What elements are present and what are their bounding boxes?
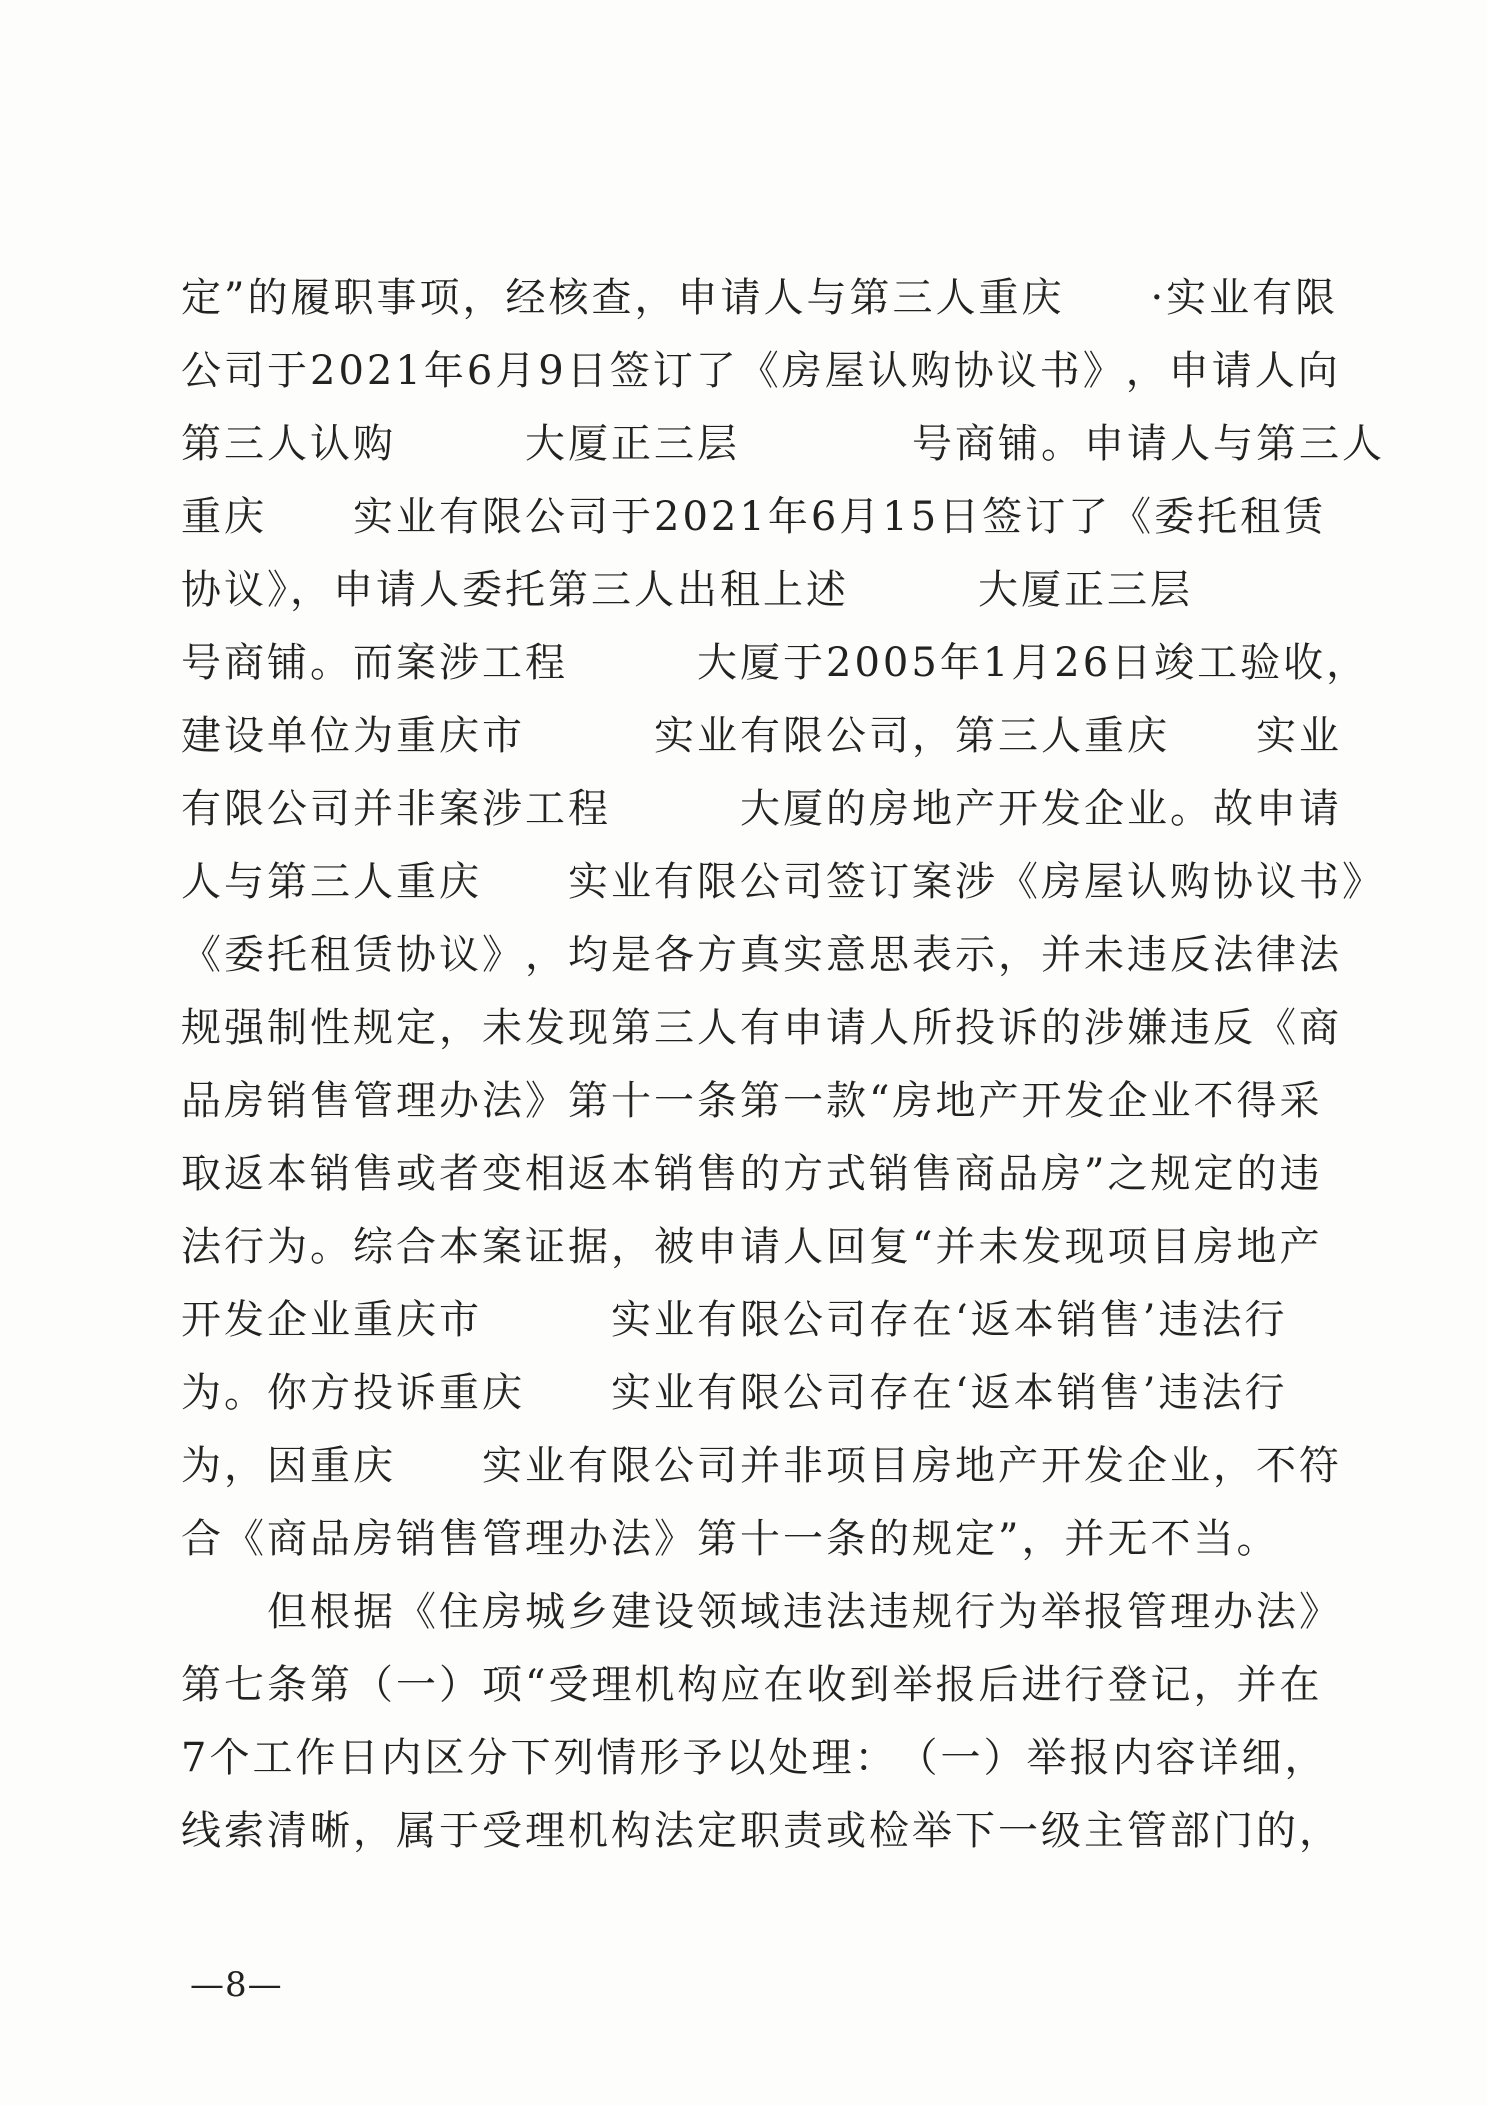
text-line: 7 个 工 作 日 内 区 分 下 列 情 形 予 以 处 理 ： （ 一 ） 举 报 内 容 详 细 ， bbox=[181, 1735, 1328, 1781]
text-line: 第 三 人 认 购 大 厦 正 三 层 号 商 铺 。 申 请 人 与 第 三 人 bbox=[181, 421, 1385, 467]
text-line: 有 限 公 司 并 非 案 涉 工 程 大 厦 的 房 地 产 开 发 企 业 。 故 申 请 bbox=[181, 786, 1342, 832]
text-line: 为 ， 因 重 庆 实 业 有 限 公 司 并 非 项 目 房 地 产 开 发 企 业 ， 不 符 bbox=[181, 1443, 1342, 1489]
text-line: 规 强 制 性 规 定 ， 未 发 现 第 三 人 有 申 请 人 所 投 诉 的 涉 嫌 违 反 《 商 bbox=[181, 1005, 1342, 1051]
text-line: 《 委 托 租 赁 协 议 》 ， 均 是 各 方 真 实 意 思 表 示 ， 并 未 违 反 法 律 法 bbox=[181, 932, 1342, 978]
text-line: 开 发 企 业 重 庆 市 实 业 有 限 公 司 存 在 ‘ 返 本 销 售 ’ 违 法 行 bbox=[181, 1297, 1288, 1343]
text-line: 为 。 你 方 投 诉 重 庆 实 业 有 限 公 司 存 在 ‘ 返 本 销 售 ’ 违 法 行 bbox=[181, 1370, 1288, 1416]
text-line: 法 行 为 。 综 合 本 案 证 据 ， 被 申 请 人 回 复 “ 并 未 发 现 项 目 房 地 产 bbox=[181, 1224, 1323, 1270]
text-line: 人 与 第 三 人 重 庆 实 业 有 限 公 司 签 订 案 涉 《 房 屋 认 购 协 议 书 》 bbox=[181, 859, 1385, 905]
text-line: 建 设 单 位 为 重 庆 市 实 业 有 限 公 司 ， 第 三 人 重 庆 实 业 bbox=[181, 713, 1342, 759]
text-line: 重 庆 实 业 有 限 公 司 于 2 0 2 1 年 6 月 1 5 日 签 订 了 《 委 托 租 赁 bbox=[181, 494, 1327, 540]
text-line: 号 商 铺 。 而 案 涉 工 程 大 厦 于 2 0 0 5 年 1 月 2 6 日 竣 工 验 收 ， bbox=[181, 640, 1370, 686]
text-line: 品 房 销 售 管 理 办 法 》 第 十 一 条 第 一 款 “ 房 地 产 开 发 企 业 不 得 采 bbox=[181, 1078, 1323, 1124]
paragraph-end-line: 合《商品房销售管理办法》第十一条的规定”，并无不当。 bbox=[181, 1516, 1280, 1562]
text-line: 线 索 清 晰 ， 属 于 受 理 机 构 法 定 职 责 或 检 举 下 一 级 主 管 部 门 的 ， bbox=[181, 1808, 1342, 1854]
page-number: —8— bbox=[190, 1965, 283, 2005]
text-line: 协议》，申请人委托第三人出租上述 大厦正三层 bbox=[181, 567, 1193, 613]
text-line: 第 七 条 第 （ 一 ） 项 “ 受 理 机 构 应 在 收 到 举 报 后 进 行 登 记 ， 并 在 bbox=[181, 1662, 1323, 1708]
paragraph-start-line: 但 根 据 《 住 房 城 乡 建 设 领 域 违 法 违 规 行 为 举 报 管 理 办 法 》 bbox=[267, 1589, 1342, 1635]
text-line: 定 ” 的 履 职 事 项 ， 经 核 查 ， 申 请 人 与 第 三 人 重 庆 · 实 业 有 限 bbox=[181, 275, 1339, 321]
text-line: 取 返 本 销 售 或 者 变 相 返 本 销 售 的 方 式 销 售 商 品 房 ” 之 规 定 的 违 bbox=[181, 1151, 1323, 1197]
text-line: 公 司 于 2 0 2 1 年 6 月 9 日 签 订 了 《 房 屋 认 购 协 议 书 》 ， 申 请 人 向 bbox=[181, 348, 1341, 394]
document-body bbox=[181, 262, 1385, 1868]
